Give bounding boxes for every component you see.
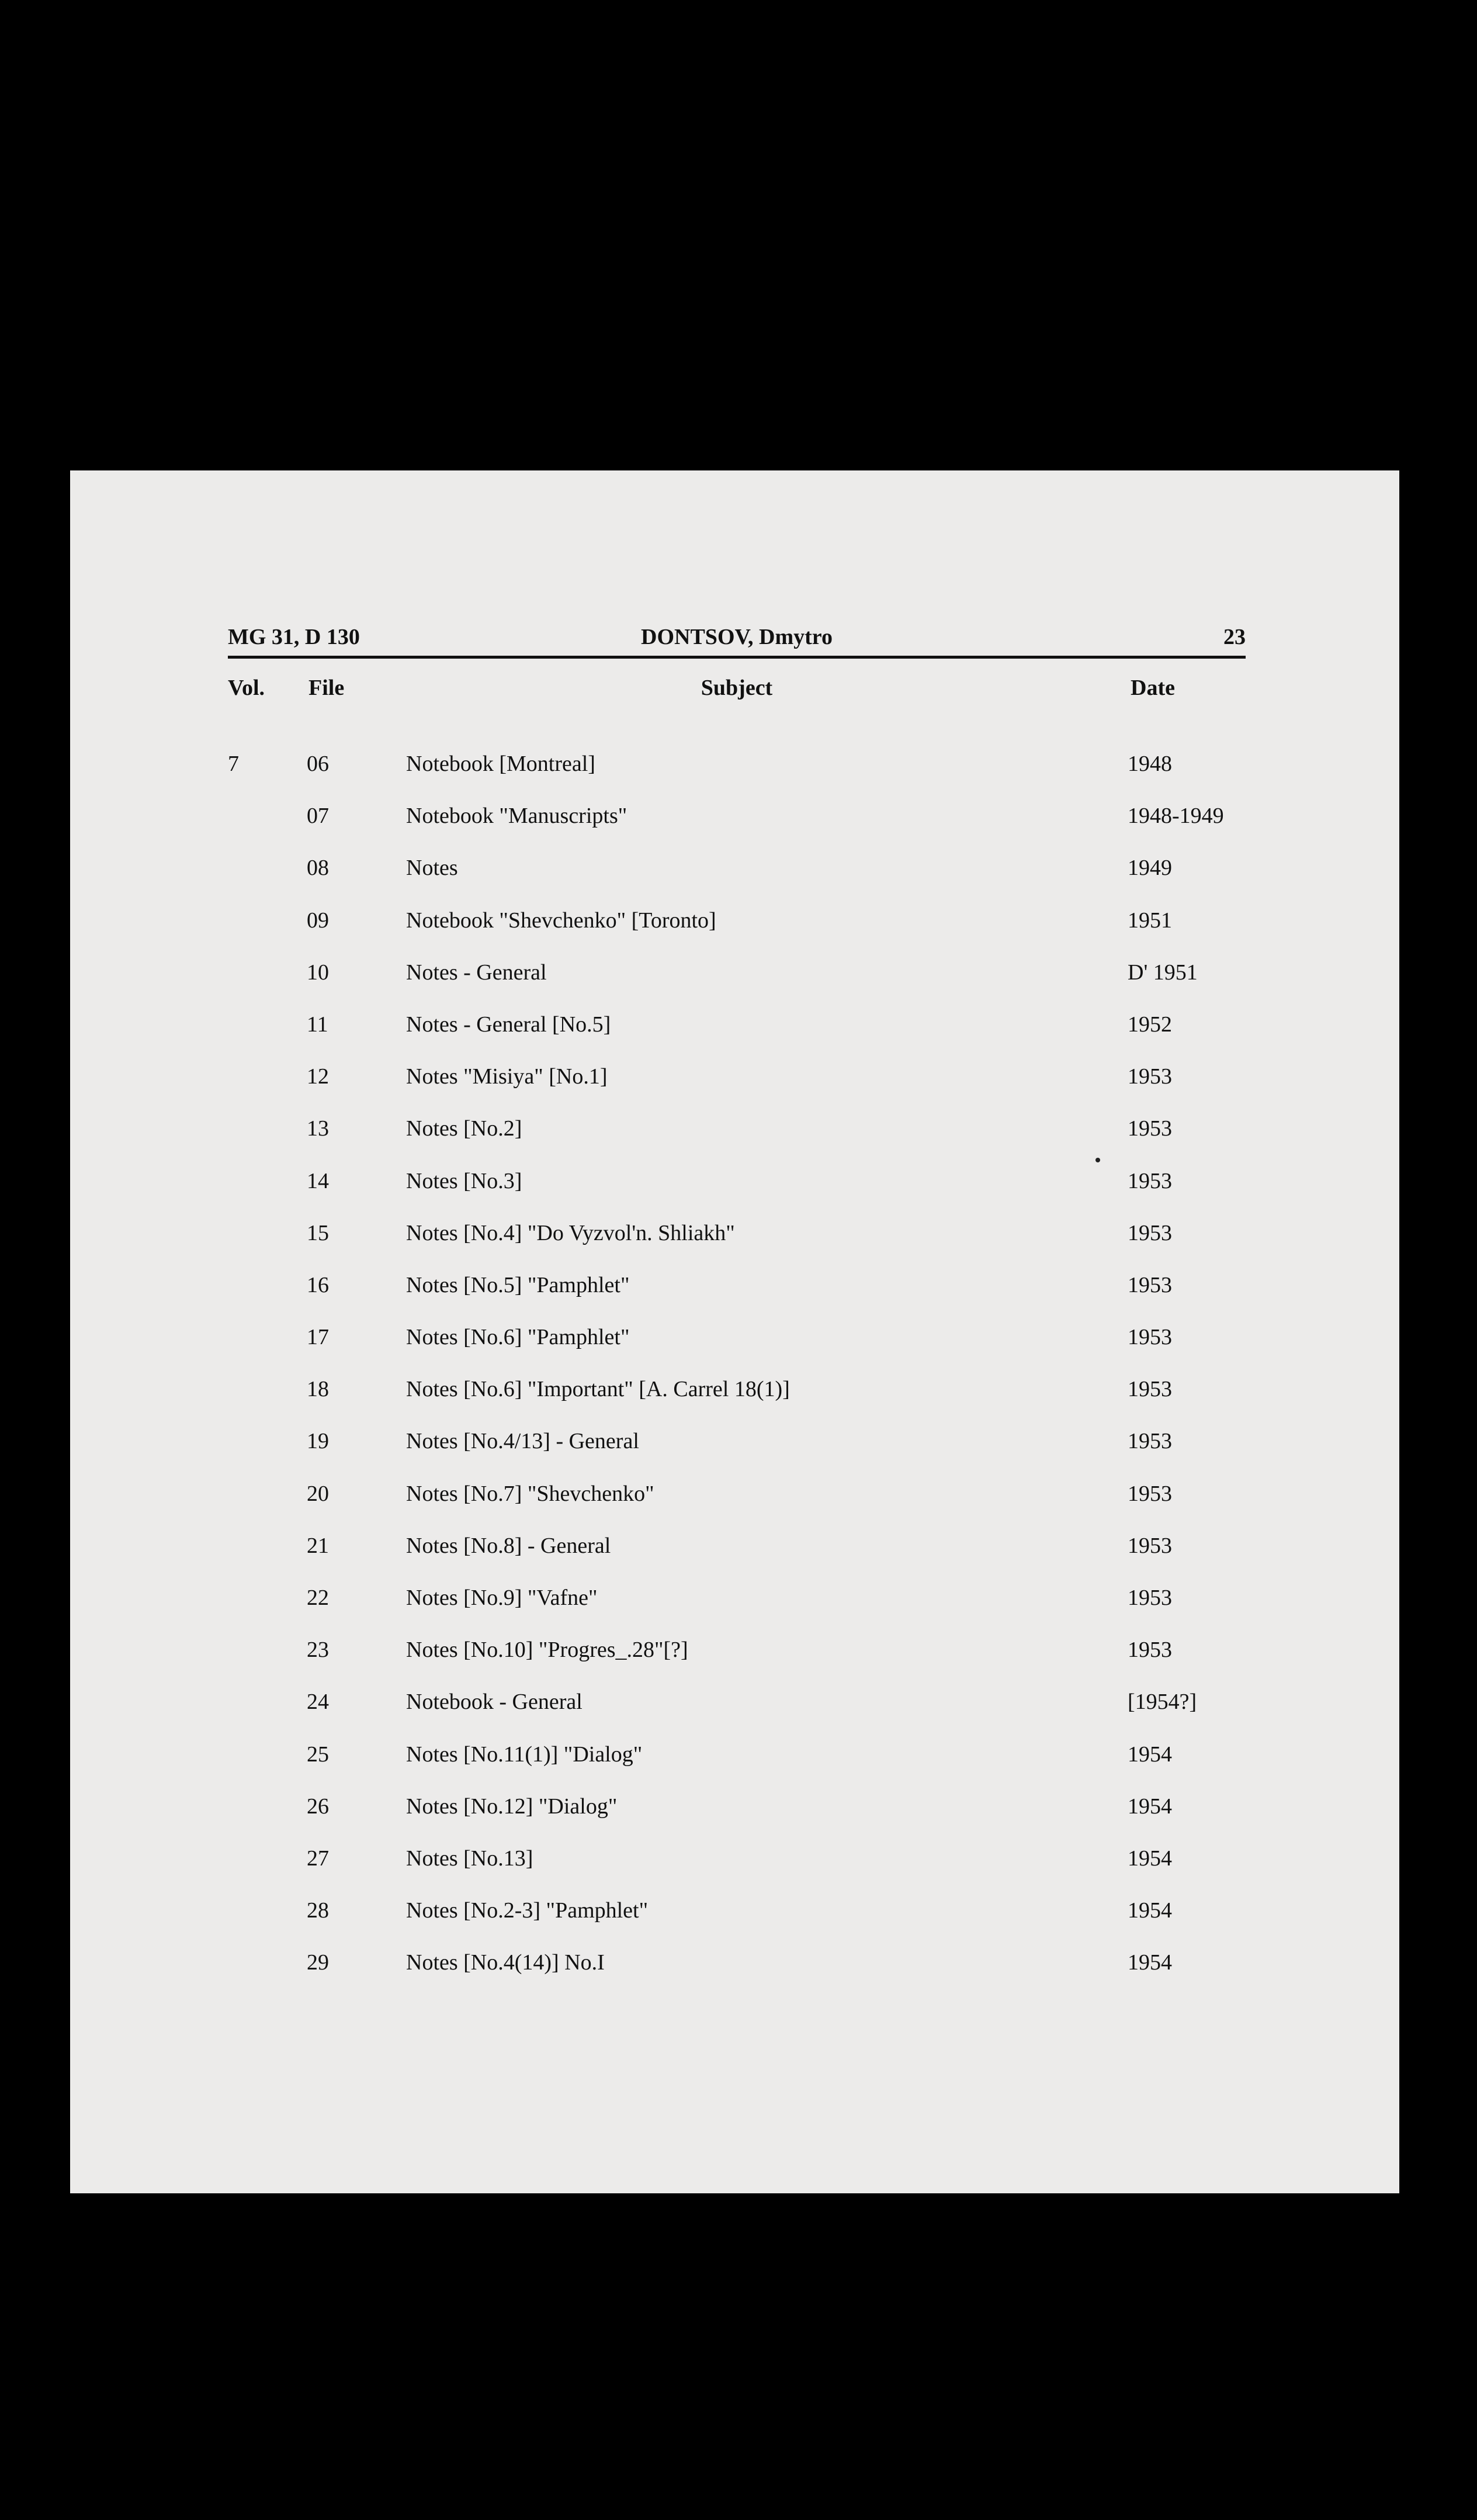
subject-cell: Notebook "Manuscripts": [406, 804, 627, 829]
subject-cell: Notes - General [No.5]: [406, 1012, 611, 1037]
column-header-subject: Subject: [701, 676, 773, 700]
date-cell: 1953: [1128, 1064, 1172, 1089]
date-cell: 1952: [1128, 1012, 1172, 1037]
file-row: [228, 1064, 1246, 1116]
page-header: [228, 619, 1246, 659]
subject-cell: Notes [No.13]: [406, 1846, 533, 1871]
file-row: [228, 1272, 1246, 1324]
file-row: [228, 1794, 1246, 1846]
file-row: [228, 751, 1246, 803]
file-row: [228, 960, 1246, 1012]
file-row: [228, 1324, 1246, 1376]
file-row: [228, 1376, 1246, 1428]
file-row: [228, 1950, 1246, 2002]
scan-speck: [1095, 1158, 1100, 1162]
file-cell: 07: [307, 804, 329, 829]
file-cell: 23: [307, 1638, 329, 1663]
subject-cell: Notes [No.6] "Pamphlet": [406, 1325, 630, 1350]
file-cell: 29: [307, 1950, 329, 1975]
date-cell: 1953: [1128, 1429, 1172, 1454]
subject-cell: Notes [No.8] - General: [406, 1533, 611, 1558]
file-cell: 20: [307, 1481, 329, 1506]
subject-cell: Notes [No.4/13] - General: [406, 1429, 639, 1454]
file-cell: 11: [307, 1012, 328, 1037]
file-row: [228, 1220, 1246, 1272]
page-number: 23: [1223, 625, 1246, 649]
file-cell: 09: [307, 908, 329, 933]
file-cell: 28: [307, 1898, 329, 1923]
file-cell: 10: [307, 960, 329, 985]
file-row: [228, 1637, 1246, 1689]
subject-cell: Notebook [Montreal]: [406, 752, 595, 776]
file-row: [228, 1481, 1246, 1533]
file-list: [228, 751, 1246, 2002]
subject-cell: Notes [No.4] "Do Vyzvol'n. Shliakh": [406, 1220, 735, 1245]
file-row: [228, 1116, 1246, 1168]
file-row: [228, 1846, 1246, 1898]
file-row: [228, 1898, 1246, 1950]
subject-cell: Notes [No.9] "Vafne": [406, 1586, 598, 1610]
date-cell: 1953: [1128, 1220, 1172, 1245]
file-cell: 27: [307, 1846, 329, 1871]
date-cell: 1953: [1128, 1638, 1172, 1663]
file-cell: 22: [307, 1586, 329, 1610]
file-row: [228, 1585, 1246, 1637]
subject-cell: Notes - General: [406, 960, 547, 985]
date-cell: 1953: [1128, 1168, 1172, 1193]
subject-cell: Notes [No.12] "Dialog": [406, 1794, 618, 1819]
file-cell: 14: [307, 1168, 329, 1193]
file-cell: 06: [307, 752, 329, 776]
file-cell: 24: [307, 1690, 329, 1715]
subject-cell: Notes [No.5] "Pamphlet": [406, 1272, 630, 1297]
file-row: [228, 1012, 1246, 1064]
file-cell: 15: [307, 1220, 329, 1245]
file-cell: 16: [307, 1272, 329, 1297]
subject-cell: Notebook - General: [406, 1690, 583, 1715]
date-cell: 1954: [1128, 1742, 1172, 1767]
date-cell: 1954: [1128, 1846, 1172, 1871]
subject-cell: Notes [No.11(1)] "Dialog": [406, 1742, 643, 1767]
subject-cell: Notes "Misiya" [No.1]: [406, 1064, 608, 1089]
date-cell: 1953: [1128, 1377, 1172, 1402]
subject-cell: Notes [No.6] "Important" [A. Carrel 18(1)]: [406, 1377, 790, 1402]
date-cell: 1948: [1128, 752, 1172, 776]
column-headers: [228, 675, 1246, 710]
date-cell: D' 1951: [1128, 960, 1198, 985]
date-cell: 1954: [1128, 1898, 1172, 1923]
date-cell: 1953: [1128, 1272, 1172, 1297]
column-header-vol: Vol.: [228, 676, 265, 700]
subject-cell: Notes [No.2]: [406, 1116, 522, 1141]
subject-cell: Notes [No.7] "Shevchenko": [406, 1481, 654, 1506]
subject-cell: Notes [No.10] "Progres_.28"[?]: [406, 1638, 688, 1663]
date-cell: 1948-1949: [1128, 804, 1224, 829]
date-cell: 1953: [1128, 1481, 1172, 1506]
date-cell: 1949: [1128, 856, 1172, 881]
file-row: [228, 908, 1246, 960]
file-cell: 21: [307, 1533, 329, 1558]
date-cell: 1953: [1128, 1533, 1172, 1558]
file-cell: 13: [307, 1116, 329, 1141]
date-cell: 1953: [1128, 1325, 1172, 1350]
file-row: [228, 1533, 1246, 1585]
column-header-file: File: [308, 676, 345, 700]
date-cell: [1954?]: [1128, 1690, 1197, 1715]
file-cell: 17: [307, 1325, 329, 1350]
fonds-name: DONTSOV, Dmytro: [641, 625, 833, 649]
subject-cell: Notes [No.4(14)] No.I: [406, 1950, 605, 1975]
file-cell: 26: [307, 1794, 329, 1819]
subject-cell: Notebook "Shevchenko" [Toronto]: [406, 908, 716, 933]
vol-cell: 7: [228, 752, 239, 776]
file-cell: 18: [307, 1377, 329, 1402]
date-cell: 1953: [1128, 1116, 1172, 1141]
column-header-date: Date: [1131, 676, 1175, 700]
subject-cell: Notes [No.2-3] "Pamphlet": [406, 1898, 649, 1923]
file-row: [228, 1168, 1246, 1220]
file-row: [228, 1689, 1246, 1741]
file-cell: 25: [307, 1742, 329, 1767]
subject-cell: Notes [No.3]: [406, 1168, 522, 1193]
date-cell: 1951: [1128, 908, 1172, 933]
date-cell: 1954: [1128, 1794, 1172, 1819]
file-row: [228, 803, 1246, 855]
file-row: [228, 1742, 1246, 1794]
document-page: [70, 470, 1399, 2193]
file-row: [228, 855, 1246, 907]
date-cell: 1953: [1128, 1586, 1172, 1610]
file-cell: 08: [307, 856, 329, 881]
file-cell: 19: [307, 1429, 329, 1454]
file-row: [228, 1428, 1246, 1480]
date-cell: 1954: [1128, 1950, 1172, 1975]
fonds-reference: MG 31, D 130: [228, 625, 360, 649]
subject-cell: Notes: [406, 856, 458, 881]
file-cell: 12: [307, 1064, 329, 1089]
